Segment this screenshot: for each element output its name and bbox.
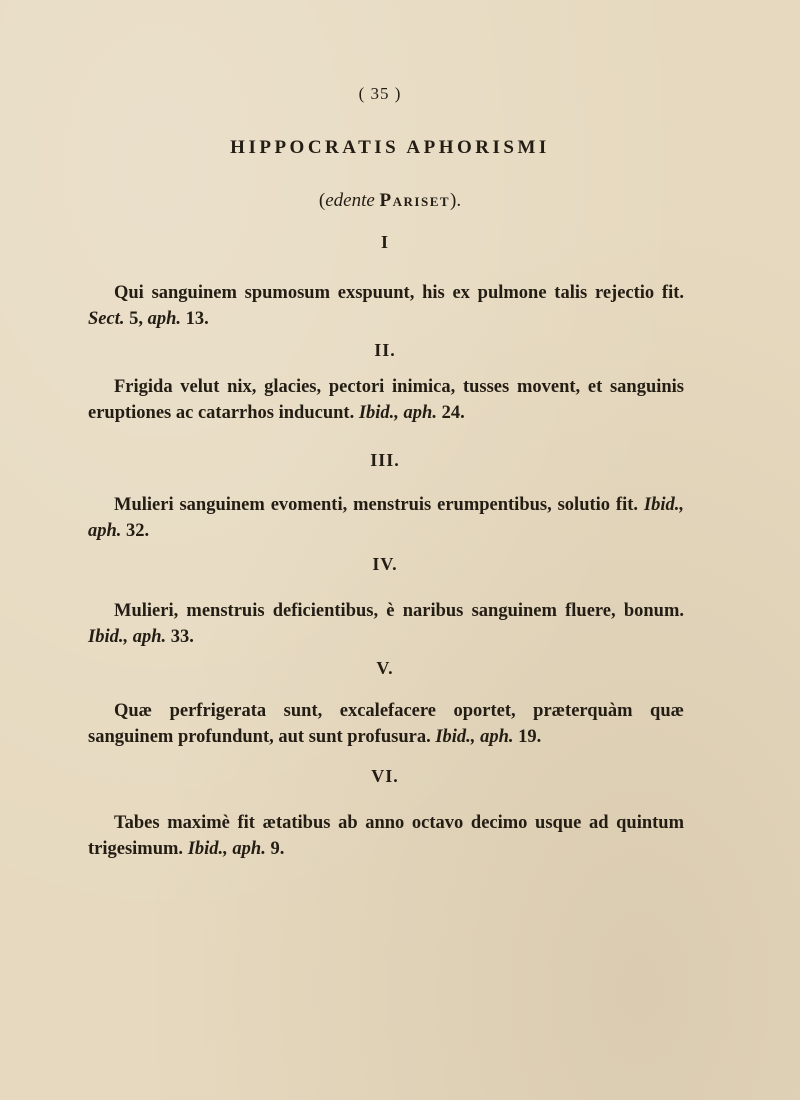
aphorism-body: Mulieri, menstruis deficientibus, è naribus sanguinem fluere, bonum. — [114, 601, 684, 621]
editor-name: Pariset — [379, 190, 451, 211]
editor-close-paren: ). — [450, 190, 462, 211]
reference-prefix: Ibid., — [187, 839, 228, 859]
aphorism-numeral: II. — [374, 340, 396, 360]
reference-aph: aph. — [480, 727, 514, 747]
reference-aph: aph. — [232, 839, 266, 859]
aphorism-body: Mulieri sanguinem evomenti, menstruis erumpentibus, solutio fit. — [114, 495, 639, 515]
reference-aph: aph. — [132, 627, 167, 647]
reference-number: 33. — [170, 627, 194, 647]
reference-number: 13. — [185, 309, 209, 329]
aphorism-text — [88, 698, 684, 750]
reference-number: 19. — [518, 727, 542, 747]
reference-number: 9. — [270, 839, 285, 859]
aphorism-reference — [359, 403, 465, 423]
reference-aph: aph. — [147, 309, 182, 329]
page-number: ( 35 ) — [358, 84, 402, 103]
aphorism-reference — [435, 727, 541, 747]
reference-section: 5, — [129, 309, 143, 329]
reference-number: 32. — [126, 521, 150, 541]
reference-aph: aph. — [88, 521, 122, 541]
aphorism-numeral: VI. — [371, 766, 399, 786]
aphorism-body: Qui sanguinem spumosum exspuunt, his ex pulmone talis rejectio fit. — [114, 283, 684, 303]
aphorism-text — [88, 280, 684, 332]
aphorism-body: Frigida velut nix, glacies, pectori inimica, tusses movent, et sanguinis eruptiones ac catarrhos inducunt. — [88, 377, 684, 423]
reference-aph: aph. — [403, 403, 437, 423]
aphorism-reference — [188, 839, 285, 859]
reference-prefix: Ibid., — [435, 727, 476, 747]
aphorism-body: Tabes maximè fit ætatibus ab anno octavo decimo usque ad quintum trigesimum. — [88, 813, 684, 859]
reference-prefix: Ibid., — [88, 627, 129, 647]
reference-number: 24. — [441, 403, 465, 423]
page-title: HIPPOCRATIS APHORISMI — [230, 137, 550, 158]
editor-line — [0, 190, 780, 212]
editor-open-paren: ( — [318, 190, 326, 211]
aphorism-body: Quæ perfrigerata sunt, excalefacere oportet, præterquàm quæ sanguinem profundunt, aut sunt profusura. — [88, 701, 684, 747]
aphorism-text — [88, 810, 684, 862]
aphorism-reference — [88, 627, 194, 647]
aphorism-numeral: III. — [370, 450, 400, 470]
reference-prefix: Ibid., — [358, 403, 399, 423]
aphorism-numeral: V. — [376, 658, 394, 678]
aphorism-text — [88, 374, 684, 426]
aphorism-numeral: I — [380, 232, 389, 252]
aphorism-reference — [88, 309, 209, 329]
aphorism-text — [88, 598, 684, 650]
aphorism-text — [88, 492, 684, 544]
aphorism-numeral: IV. — [372, 554, 398, 574]
reference-prefix: Ibid., — [643, 495, 684, 515]
editor-label: edente — [325, 190, 375, 211]
reference-prefix: Sect. — [88, 309, 125, 329]
